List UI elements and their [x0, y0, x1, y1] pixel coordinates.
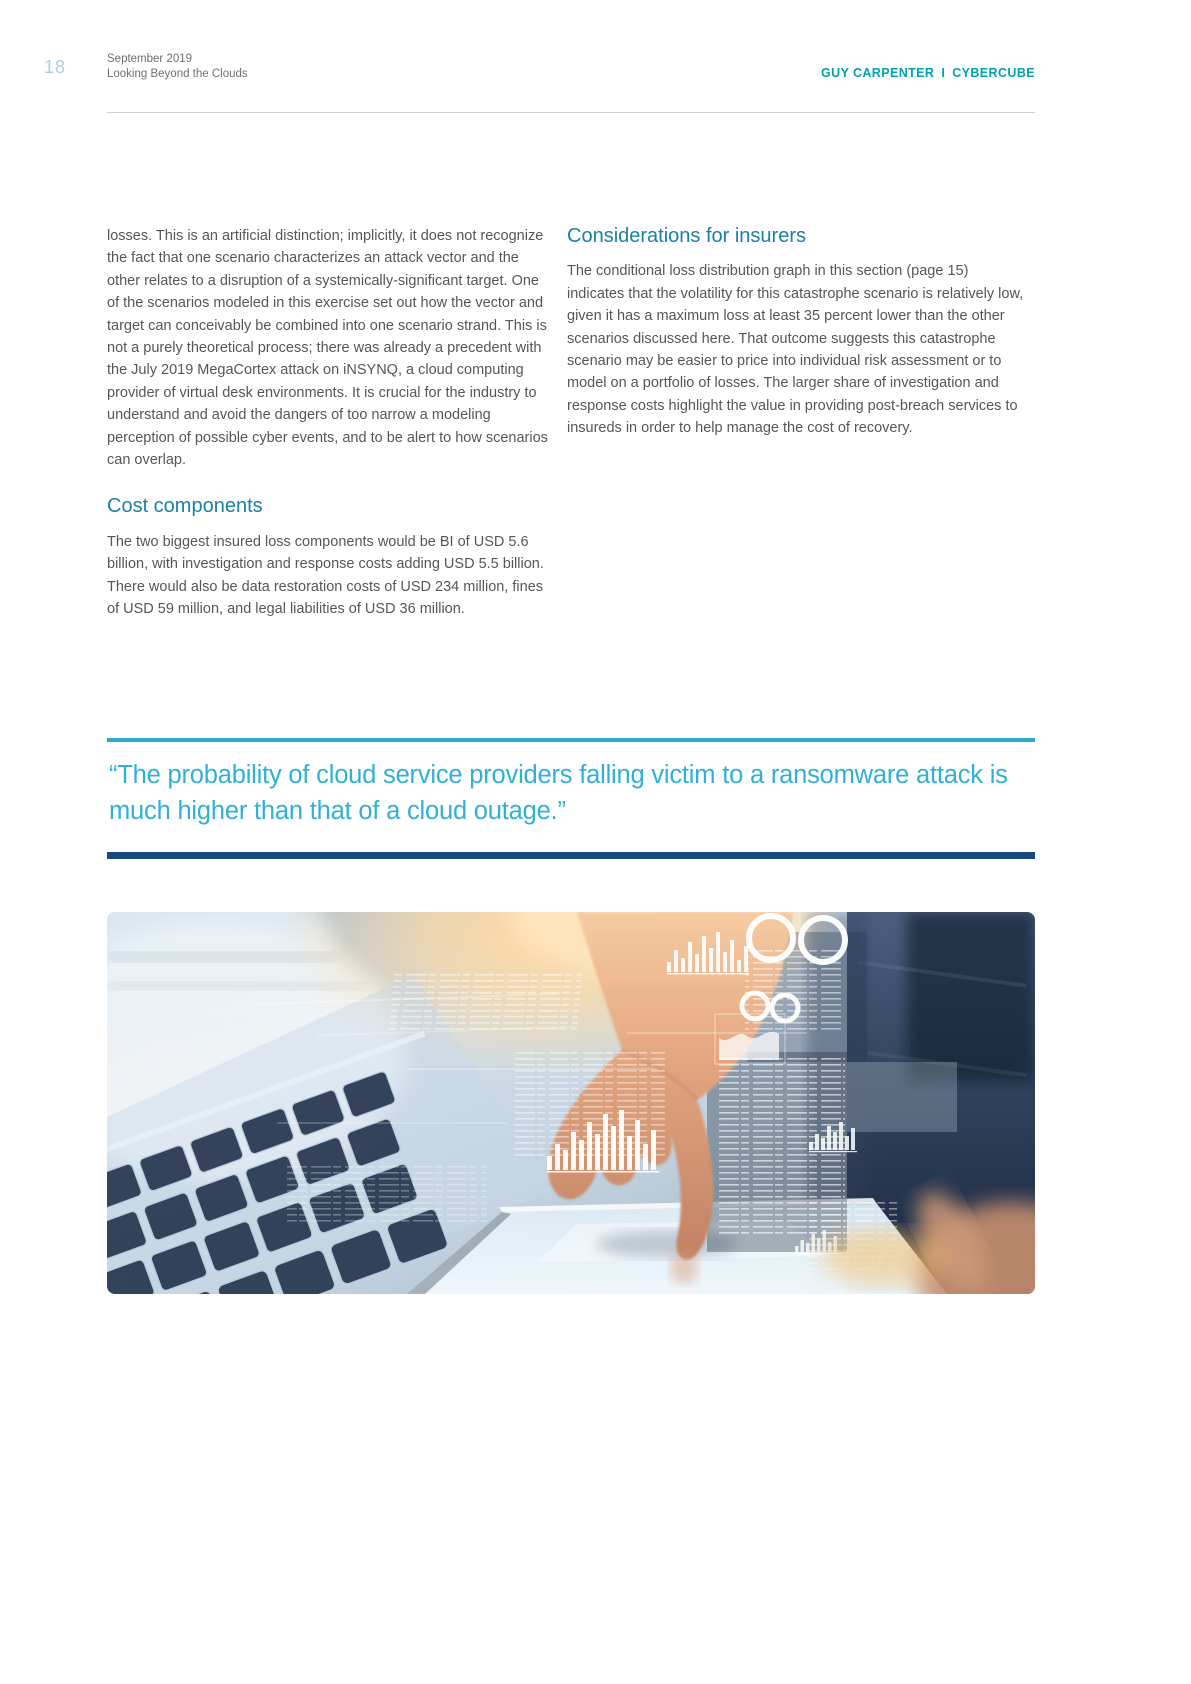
heading-cost-components: Cost components [107, 495, 263, 518]
page-number: 18 [44, 57, 67, 77]
brand-lockup [821, 66, 1035, 80]
header-meta [107, 52, 248, 82]
column-right [567, 225, 1029, 464]
body-paragraph: The two biggest insured loss components would be BI of USD 5.6 billion, with investigation and response costs adding USD 5.5 billion. There would also be data restoration costs of USD 234 million, fines of USD 59 million, and legal liabilities of USD 36 million. [107, 533, 544, 618]
brand-cybercube: CYBERCUBE [952, 66, 1035, 80]
column-left [107, 225, 555, 645]
body-paragraph: losses. This is an artificial distinction; implicitly, it does not recognize the fact that one scenario characterizes an attack vector and the other relates to a disruption of a systemically-significant target. One of the scenarios modeled in this exercise set out how the vector and target can conceivably be combined into one scenario strand. This is not a purely theoretical process; there was already a precedent with the July 2019 MegaCortex attack on iNSYNQ, a cloud computing provider of virtual desk environments. It is crucial for the industry to understand and avoid the dangers of too narrow a modeling perception of possible cyber events, and to be alert to how scenarios can overlap. [107, 228, 548, 469]
hero-photo [107, 912, 1035, 1294]
header-divider [107, 112, 1035, 113]
quote-rule-bottom [107, 852, 1035, 859]
body-paragraph: The conditional loss distribution graph in this section (page 15) indicates that the volatility for this catastrophe scenario is relatively low, given it has a maximum loss at least 35 percent lower than the other scenarios discussed here. That outcome suggests this catastrophe scenario may be easier to price into individual risk assessment or to model on a portfolio of losses. The larger share of investigation and response costs highlight the value in providing post-breach services to insureds in order to help manage the cost of recovery. [567, 263, 1024, 437]
header-doc-title: Looking Beyond the Clouds [107, 68, 248, 80]
header-date: September 2019 [107, 53, 193, 65]
pull-quote-text: “The probability of cloud service providers falling victim to a ransomware attack is much higher than that of a cloud outage.” [109, 761, 1008, 825]
heading-considerations: Considerations for insurers [567, 225, 806, 247]
brand-separator: I [941, 66, 946, 80]
brand-guy-carpenter: GUY CARPENTER [821, 66, 935, 80]
pull-quote-block [107, 738, 1035, 859]
